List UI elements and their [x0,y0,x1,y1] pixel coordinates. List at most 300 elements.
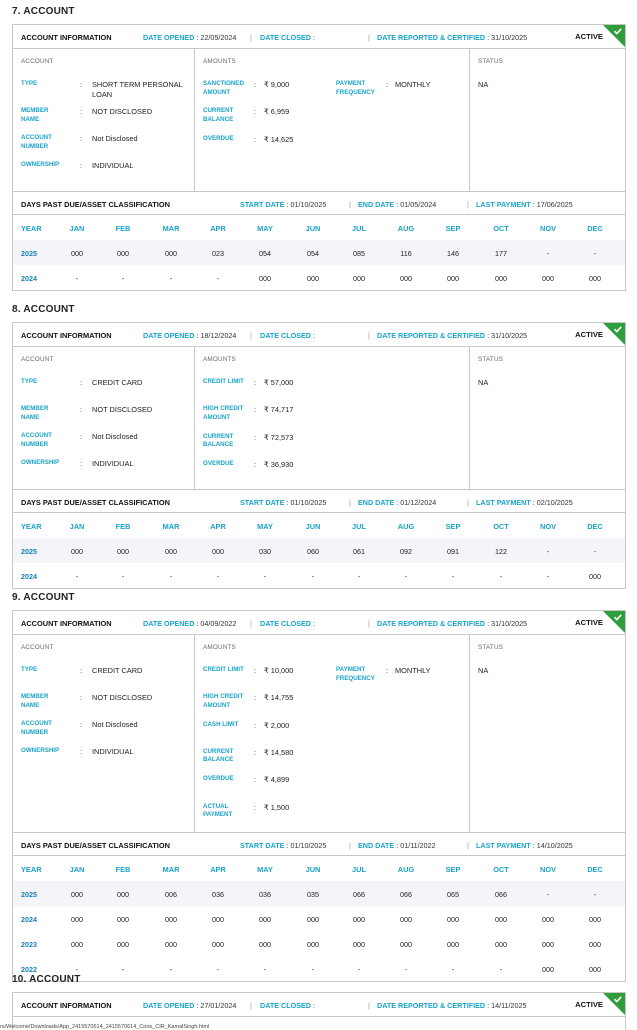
start-date-value: 01/10/2025 [290,498,327,507]
last-payment-colon: : [530,498,537,507]
year-column-header: YEAR [21,522,42,531]
dpd-value: 023 [212,249,224,258]
account-title: 7. ACCOUNT [12,6,75,17]
field-colon: : [254,666,257,675]
year-column-header: YEAR [21,865,42,874]
last-payment-label: LAST PAYMENT [476,200,531,209]
account-section-heading: ACCOUNT [21,58,54,65]
dpd-value: 000 [589,572,601,581]
date-closed-colon: : [310,33,315,42]
last-payment-colon: : [530,841,537,850]
end-date-colon: : [394,498,401,507]
account-field-label: MEMBER NAME [21,693,49,709]
date-closed-label: DATE CLOSED [260,331,311,340]
date-opened [143,33,236,42]
dpd-value: 146 [447,249,459,258]
dpd-value: 000 [400,915,412,924]
dpd-value: - [75,572,79,581]
field-colon: : [80,459,83,468]
status-section-heading: STATUS [478,644,504,651]
last-payment [476,841,573,850]
dpd-value: 000 [495,915,507,924]
dpd-year: 2023 [21,940,37,949]
dpd-value: 000 [117,547,129,556]
dpd-value: - [546,572,550,581]
dpd-value: 000 [117,249,129,258]
status-value: NA [478,80,489,89]
account-field-value: NOT DISCLOSED [92,107,153,116]
start-date-label: START DATE [240,498,285,507]
date-opened-colon: : [194,331,201,340]
dpd-value: 000 [165,547,177,556]
dpd-value: - [169,965,173,974]
dpd-value: 000 [589,915,601,924]
account-field-value: NOT DISCLOSED [92,405,153,414]
start-date-colon: : [284,498,291,507]
dpd-value: 000 [165,915,177,924]
start-date-label: START DATE [240,841,285,850]
account-field-value: CREDIT CARD [92,378,143,387]
end-date-colon: : [394,841,401,850]
date-reported [377,331,527,340]
dpd-grid-header [13,513,625,538]
dpd-value: 000 [542,274,554,283]
dpd-value: 054 [259,249,271,258]
dpd-title: DAYS PAST DUE/ASSET CLASSIFICATION [21,200,170,209]
date-reported-label: DATE REPORTED & CERTIFIED [377,33,486,42]
dpd-value: 085 [353,249,365,258]
amounts-section-heading: AMOUNTS [203,58,236,65]
column-divider [469,347,470,489]
amount-field-value: ₹ 14,580 [264,747,294,757]
header-separator: | [368,331,370,340]
last-payment [476,498,573,507]
field-colon: : [254,378,257,387]
amount-field-value: ₹ 14,755 [264,693,294,703]
account-section-heading: ACCOUNT [21,644,54,651]
date-closed [260,619,315,628]
date-reported [377,619,527,628]
dpd-value: 030 [259,547,271,556]
dpd-value: 000 [353,274,365,283]
account-title: 8. ACCOUNT [12,304,75,315]
dpd-header [13,832,625,856]
month-header-apr: APR [210,224,226,233]
account-field-label: MEMBER NAME [21,405,49,421]
amount-field-label: CREDIT LIMIT [203,378,244,385]
header-separator: | [250,1001,252,1010]
dpd-value: 000 [589,965,601,974]
month-header-dec: DEC [587,522,603,531]
file-path-footer: rs/Welcome/Downloads/App_2415570614_2415570614_Cons_CIR_KamalSingh.html [0,1024,210,1030]
dpd-value: 066 [400,890,412,899]
amount-field-value: ₹ 74,717 [264,405,294,415]
dpd-value: 000 [71,915,83,924]
column-divider [194,635,195,832]
last-payment-label: LAST PAYMENT [476,498,531,507]
amount-field-label: HIGH CREDIT AMOUNT [203,693,244,709]
month-header-jul: JUL [352,224,366,233]
end-date-label: END DATE [358,200,395,209]
dpd-value: 061 [353,547,365,556]
account-card [12,24,626,291]
dpd-value: 000 [117,915,129,924]
last-payment-value: 17/06/2025 [536,200,573,209]
date-opened-value: 18/12/2024 [200,331,237,340]
amount-field-label: CASH LIMIT [203,720,239,728]
dpd-value: - [499,965,503,974]
account-field-label: TYPE [21,80,38,87]
dpd-row [13,956,625,981]
amount-field-label: SANCTIONED AMOUNT [203,80,244,96]
account-card [12,322,626,589]
end-date-value: 01/05/2024 [400,200,437,209]
account-field-label: TYPE [21,666,38,673]
amount-field-label: CURRENT BALANCE [203,747,234,764]
dpd-row [13,563,625,588]
month-header-nov: NOV [539,865,556,874]
column-divider [469,635,470,832]
month-header-jun: JUN [305,224,321,233]
field-colon: : [386,80,389,89]
month-header-nov: NOV [539,224,556,233]
amount-field-value: ₹ 2,000 [264,720,290,730]
dpd-value: 000 [212,915,224,924]
dpd-value: 000 [495,274,507,283]
field-colon: : [254,459,257,469]
dpd-title: DAYS PAST DUE/ASSET CLASSIFICATION [21,841,170,850]
payment-frequency-value: MONTHLY [395,666,431,675]
start-date-label: START DATE [240,200,285,209]
month-header-apr: APR [210,865,226,874]
month-header-nov: NOV [539,522,556,531]
account-field-label: ACCOUNT NUMBER [21,432,52,448]
dpd-value: - [593,547,597,556]
month-header-mar: MAR [162,522,180,531]
field-colon: : [80,134,83,143]
dpd-value: 000 [447,915,459,924]
dpd-title: DAYS PAST DUE/ASSET CLASSIFICATION [21,498,170,507]
amount-field-label: ACTUAL PAYMENT [203,802,233,819]
date-opened-label: DATE OPENED [143,331,195,340]
dpd-header [13,489,625,513]
field-colon: : [254,405,257,415]
date-reported [377,1001,527,1010]
account-field-label: OWNERSHIP [21,459,60,466]
month-header-feb: FEB [115,522,131,531]
dpd-separator: | [349,841,351,850]
month-header-sep: SEP [445,865,461,874]
amount-field-label: OVERDUE [203,459,234,467]
end-date [358,841,436,850]
amount-field-value: ₹ 6,959 [264,107,290,117]
account-info-header [13,323,625,347]
payment-frequency-label: PAYMENT FREQUENCY [336,80,375,96]
account-title: 10. ACCOUNT [12,974,81,985]
month-header-jun: JUN [305,522,321,531]
dpd-value: 000 [117,890,129,899]
dpd-value: - [311,965,315,974]
dpd-value: 000 [71,249,83,258]
dpd-value: - [404,572,408,581]
month-header-oct: OCT [493,522,509,531]
field-colon: : [386,666,389,675]
dpd-value: - [546,547,550,556]
active-check-icon [603,611,625,633]
dpd-value: - [75,274,79,283]
dpd-value: 000 [71,940,83,949]
dpd-row [13,906,625,931]
header-separator: | [250,619,252,628]
amount-field-value: ₹ 57,000 [264,378,294,387]
dpd-value: - [404,965,408,974]
date-reported-colon: : [485,33,492,42]
month-header-oct: OCT [493,224,509,233]
month-header-aug: AUG [397,865,415,874]
field-colon: : [80,747,83,756]
dpd-value: 116 [400,249,412,258]
dpd-value: 000 [212,940,224,949]
date-closed [260,33,315,42]
dpd-value: 000 [495,940,507,949]
last-payment-value: 14/10/2025 [536,841,573,850]
dpd-value: 000 [589,274,601,283]
dpd-value: 000 [447,274,459,283]
date-closed-colon: : [310,331,315,340]
dpd-value: 035 [307,890,319,899]
date-reported-value: 31/10/2025 [491,619,528,628]
dpd-value: - [546,890,550,899]
account-info-header [13,611,625,635]
dpd-value: - [121,965,125,974]
amount-field-value: ₹ 4,899 [264,775,290,785]
dpd-value: 000 [400,940,412,949]
field-colon: : [80,378,83,387]
dpd-year: 2025 [21,890,37,899]
dpd-value: - [216,965,220,974]
date-opened-value: 22/05/2024 [200,33,237,42]
status-section-heading: STATUS [478,356,504,363]
amount-field-label: CURRENT BALANCE [203,432,234,449]
date-reported-value: 14/11/2025 [491,1001,527,1010]
month-header-dec: DEC [587,865,603,874]
end-date-value: 01/12/2024 [400,498,437,507]
dpd-value: 000 [353,940,365,949]
month-header-aug: AUG [397,522,415,531]
start-date [240,498,326,507]
active-check-icon [603,25,625,47]
dpd-year: 2025 [21,547,37,556]
account-field-label: MEMBER NAME [21,107,49,123]
end-date [358,200,436,209]
end-date-colon: : [394,200,401,209]
amounts-section-heading: AMOUNTS [203,644,236,651]
month-header-may: MAY [257,865,273,874]
payment-frequency-value: MONTHLY [395,80,431,89]
dpd-value: - [593,890,597,899]
account-field-value: SHORT TERM PERSONAL LOAN [92,80,183,99]
month-header-feb: FEB [115,224,131,233]
dpd-value: - [451,965,455,974]
date-closed-label: DATE CLOSED [260,1001,311,1010]
dpd-row [13,881,625,906]
field-colon: : [254,80,257,89]
status-value: NA [478,378,489,387]
account-field-label: ACCOUNT NUMBER [21,134,52,150]
field-colon: : [80,666,83,675]
date-closed-label: DATE CLOSED [260,33,311,42]
dpd-header [13,191,625,215]
dpd-year: 2024 [21,915,37,924]
dpd-value: - [169,572,173,581]
date-reported-value: 31/10/2025 [491,331,528,340]
field-colon: : [80,405,83,414]
account-field-value: INDIVIDUAL [92,459,134,468]
amount-field-value: ₹ 72,573 [264,432,294,442]
dpd-value: 000 [165,940,177,949]
dpd-value: 065 [447,890,459,899]
dpd-value: 036 [259,890,271,899]
account-field-value: Not Disclosed [92,432,138,441]
dpd-value: 000 [259,915,271,924]
dpd-value: 000 [542,940,554,949]
start-date-colon: : [284,200,291,209]
amounts-section-heading: AMOUNTS [203,356,236,363]
account-card [12,610,626,982]
dpd-separator: | [349,498,351,507]
start-date-value: 01/10/2025 [290,200,327,209]
dpd-value: 000 [71,890,83,899]
account-field-label: OWNERSHIP [21,747,60,754]
status-value: NA [478,666,489,675]
column-divider [469,49,470,191]
amount-field-label: CREDIT LIMIT [203,666,244,673]
dpd-value: 091 [447,547,459,556]
month-header-jan: JAN [69,224,85,233]
month-header-sep: SEP [445,224,461,233]
dpd-value: - [311,572,315,581]
header-separator: | [250,331,252,340]
date-closed-colon: : [310,1001,315,1010]
status-badge: ACTIVE [575,618,603,627]
dpd-value: - [75,965,79,974]
year-column-header: YEAR [21,224,42,233]
month-header-apr: APR [210,522,226,531]
dpd-value: - [121,274,125,283]
amount-field-value: ₹ 14,625 [264,134,294,144]
field-colon: : [254,134,257,144]
date-reported-colon: : [485,331,492,340]
field-colon: : [80,432,83,441]
column-divider [194,49,195,191]
month-header-jul: JUL [352,522,366,531]
month-header-feb: FEB [115,865,131,874]
month-header-jan: JAN [69,522,85,531]
dpd-row [13,265,625,290]
date-reported-label: DATE REPORTED & CERTIFIED [377,331,486,340]
dpd-value: 177 [495,249,507,258]
field-colon: : [254,693,257,703]
field-colon: : [254,107,257,117]
active-check-icon [603,323,625,345]
dpd-value: 122 [495,547,507,556]
month-header-oct: OCT [493,865,509,874]
dpd-year: 2024 [21,274,37,283]
account-info-label: ACCOUNT INFORMATION [21,1001,112,1010]
dpd-value: 006 [165,890,177,899]
dpd-value: - [451,572,455,581]
header-separator: | [368,1001,370,1010]
field-colon: : [254,432,257,442]
dpd-value: 000 [447,940,459,949]
account-field-label: TYPE [21,378,38,385]
month-header-mar: MAR [162,224,180,233]
field-colon: : [254,720,257,730]
dpd-value: 000 [117,940,129,949]
dpd-separator: | [467,200,469,209]
date-closed [260,331,315,340]
account-section-heading: ACCOUNT [21,356,54,363]
dpd-row [13,931,625,956]
dpd-value: 000 [165,249,177,258]
field-colon: : [80,107,83,116]
amount-field-value: ₹ 36,930 [264,459,294,469]
header-separator: | [368,33,370,42]
dpd-separator: | [349,200,351,209]
account-field-value: Not Disclosed [92,720,138,729]
account-field-value: CREDIT CARD [92,666,143,675]
end-date-value: 01/11/2022 [400,841,436,850]
dpd-row [13,240,625,265]
account-info-label: ACCOUNT INFORMATION [21,619,112,628]
date-opened-colon: : [194,619,201,628]
amount-field-value: ₹ 1,500 [264,802,290,812]
status-badge: ACTIVE [575,1000,603,1009]
date-opened-value: 04/09/2022 [200,619,237,628]
dpd-value: 000 [542,965,554,974]
date-opened-value: 27/01/2024 [200,1001,237,1010]
account-info-label: ACCOUNT INFORMATION [21,331,112,340]
end-date-label: END DATE [358,841,395,850]
date-closed-colon: : [310,619,315,628]
date-reported [377,33,527,42]
account-field-label: ACCOUNT NUMBER [21,720,52,736]
dpd-value: 066 [353,890,365,899]
account-field-value: NOT DISCLOSED [92,693,153,702]
field-colon: : [254,775,257,785]
amount-field-label: OVERDUE [203,134,234,142]
dpd-value: - [216,274,220,283]
account-field-label: OWNERSHIP [21,161,60,168]
date-reported-value: 31/10/2025 [491,33,528,42]
last-payment-colon: : [530,200,537,209]
dpd-value: - [499,572,503,581]
amount-field-label: CURRENT BALANCE [203,107,234,123]
month-header-mar: MAR [162,865,180,874]
dpd-value: - [357,572,361,581]
header-separator: | [250,33,252,42]
month-header-aug: AUG [397,224,415,233]
dpd-year: 2024 [21,572,37,581]
dpd-value: 000 [353,915,365,924]
start-date [240,841,326,850]
dpd-value: - [263,965,267,974]
account-title: 9. ACCOUNT [12,592,75,603]
active-check-icon [603,993,625,1015]
account-info-header [13,993,625,1017]
dpd-row [13,538,625,563]
month-header-jan: JAN [69,865,85,874]
